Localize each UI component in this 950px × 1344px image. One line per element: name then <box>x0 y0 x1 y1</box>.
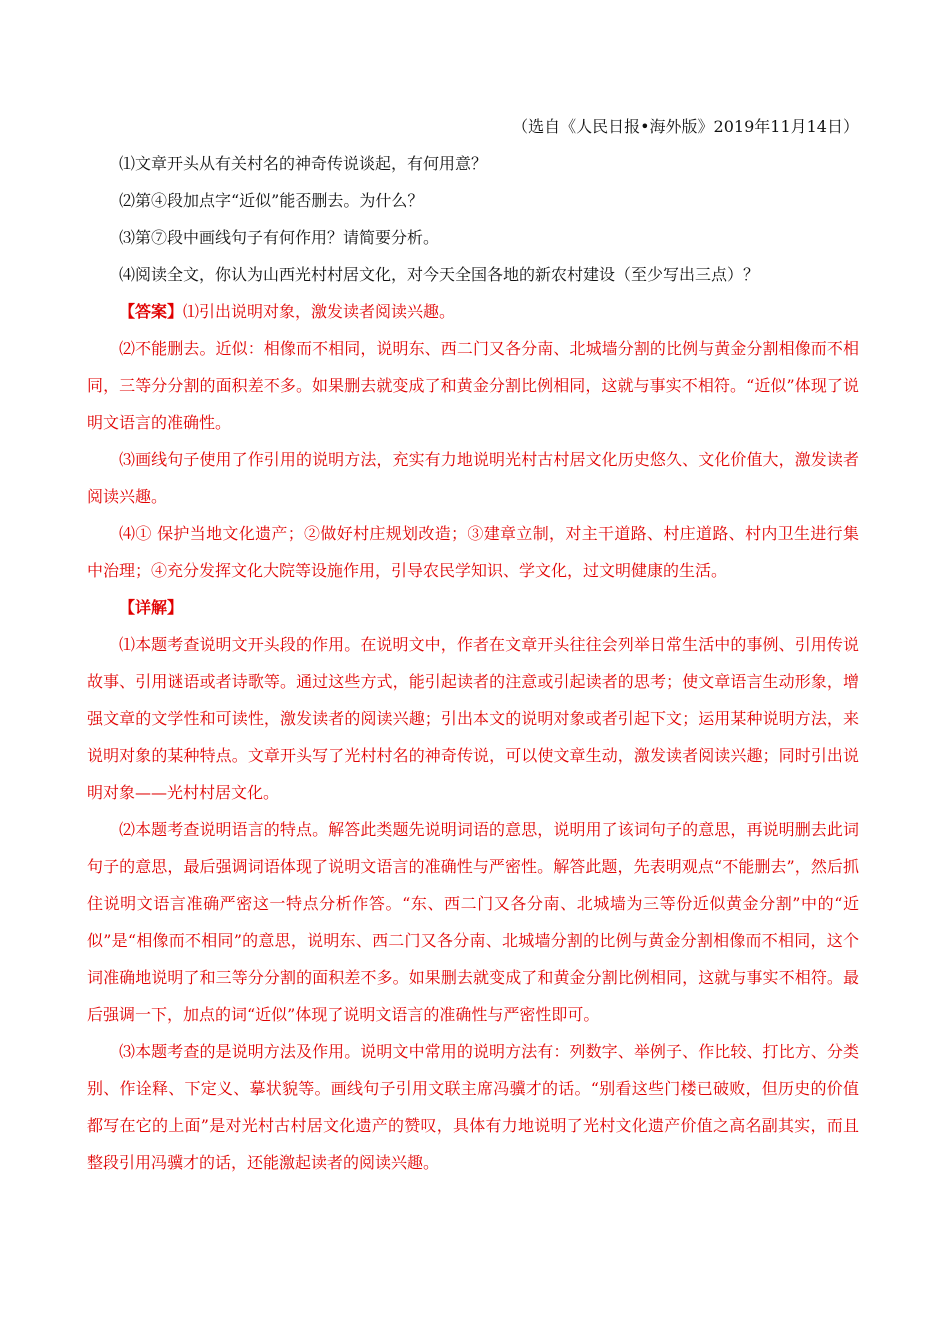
answer-1: ⑴引出说明对象，激发读者阅读兴趣。 <box>183 302 456 321</box>
question-2: ⑵第④段加点字“近似”能否删去。为什么？ <box>119 191 424 210</box>
answer-line-1 <box>87 293 859 330</box>
source-citation: （选自《人民日报•海外版》2019年11月14日） <box>512 117 859 136</box>
answer-3: ⑶画线句子使用了作引用的说明方法，充实有力地说明光村古村居文化历史悠久、文化价值大，激发读者阅读兴趣。 <box>87 450 859 506</box>
detail-3: ⑶本题考查的是说明方法及作用。说明文中常用的说明方法有：列数字、举例子、作比较、打比方、分类别、作诠释、下定义、摹状貌等。画线句子引用文联主席冯骥才的话。“别看这些门楼已破败，但历史的价值都写在它的上面”是对光村古村居文化遗产的赞叹，具体有力地说明了光村文化遗产价值之高名副其实，而且整段引用冯骥才的话，还能激起读者的阅读兴趣。 <box>87 1042 859 1172</box>
document-page <box>87 108 859 1181</box>
question-1: ⑴文章开头从有关村名的神奇传说谈起，有何用意？ <box>119 154 488 173</box>
detail-1: ⑴本题考查说明文开头段的作用。在说明文中，作者在文章开头往往会列举日常生活中的事例、引用传说故事、引用谜语或者诗歌等。通过这些方式，能引起读者的注意或引起读者的思考；使文章语言生动形象，增强文章的文学性和可读性，激发读者的阅读兴趣；引出本文的说明对象或者引起下文；运用某种说明方法，来说明对象的某种特点。文章开头写了光村村名的神奇传说，可以使文章生动，激发读者阅读兴趣；同时引出说明对象——光村村居文化。 <box>87 635 859 802</box>
answer-label: 【答案】 <box>119 302 184 321</box>
detail-label: 【详解】 <box>119 598 184 617</box>
question-4: ⑷阅读全文，你认为山西光村村居文化，对今天全国各地的新农村建设（至少写出三点）？ <box>119 265 760 284</box>
detail-2: ⑵本题考查说明语言的特点。解答此类题先说明词语的意思，说明用了该词句子的意思，再说明删去此词句子的意思，最后强调词语体现了说明文语言的准确性与严密性。解答此题，先表明观点“不能删去”，然后抓住说明文语言准确严密这一特点分析作答。“东、西二门又各分南、北城墙为三等份近似黄金分割”中的“近似”是“相像而不相同”的意思，说明东、西二门又各分南、北城墙分割的比例与黄金分割相像而不相同，这个词准确地说明了和三等分分割的面积差不多。如果删去就变成了和黄金分割比例相同，这就与事实不相符。最后强调一下，加点的词“近似”体现了说明文语言的准确性与严密性即可。 <box>87 820 859 1024</box>
answer-2: ⑵不能删去。近似：相像而不相同，说明东、西二门又各分南、北城墙分割的比例与黄金分割相像而不相同，三等分分割的面积差不多。如果删去就变成了和黄金分割比例相同，这就与事实不相符。“近似”体现了说明文语言的准确性。 <box>87 339 859 432</box>
detail-line <box>87 589 859 626</box>
question-3: ⑶第⑦段中画线句子有何作用？请简要分析。 <box>119 228 440 247</box>
answer-4: ⑷① 保护当地文化遗产；②做好村庄规划改造；③建章立制，对主干道路、村庄道路、村内卫生进行集中治理；④充分发挥文化大院等设施作用，引导农民学知识、学文化，过文明健康的生活。 <box>87 524 859 580</box>
